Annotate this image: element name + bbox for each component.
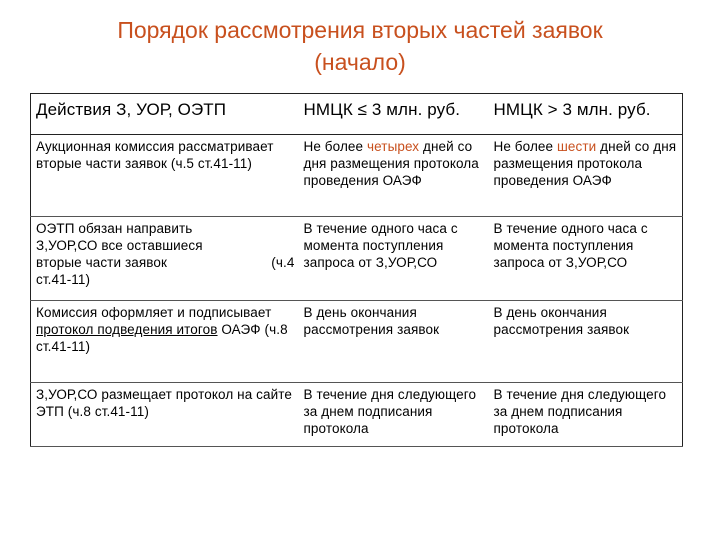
table-row [31, 301, 683, 383]
action-text: Комиссия оформляет и подписывает [36, 305, 272, 320]
action-text: ОЭТП обязан направить З,УОР,СО все оставшиеся вторые части заявок [36, 221, 203, 270]
term-text: дней со дня размещения протокола проведения ОАЭФ [303, 139, 479, 188]
row-action: З,УОР,СО размещает протокол на сайте ЭТП (ч.8 ст.41-11) [31, 383, 299, 447]
row-term-gt-3mln [489, 135, 683, 217]
row-term-le-3mln: В течение одного часа с момента поступления запроса от З,УОР,СО [299, 217, 489, 301]
row-action [31, 217, 299, 301]
term-text: Не более [303, 139, 367, 154]
row-term-gt-3mln: В течение одного часа с момента поступления запроса от З,УОР,СО [489, 217, 683, 301]
slide-title-line2: (начало) [314, 49, 406, 75]
slide-title-line1: Порядок рассмотрения вторых частей заявок [117, 17, 603, 43]
action-underlined: протокол подведения итогов [36, 322, 218, 337]
action-ref: (ч.4 [271, 255, 295, 270]
row-term-le-3mln [299, 135, 489, 217]
term-text: Не более [493, 139, 557, 154]
row-term-le-3mln: В день окончания рассмотрения заявок [299, 301, 489, 383]
term-highlight: четырех [367, 139, 420, 154]
table-row [31, 217, 683, 301]
slide-title [0, 14, 720, 78]
table-header-row [31, 94, 683, 135]
row-term-gt-3mln: В течение дня следующего за днем подписания протокола [489, 383, 683, 447]
row-action: Аукционная комиссия рассматривает вторые части заявок (ч.5 ст.41-11) [31, 135, 299, 217]
action-ref-cont: ст.41-11) [36, 272, 91, 287]
action-text: ОАЭФ (ч.8 ст.41-11) [36, 322, 288, 354]
row-action [31, 301, 299, 383]
header-le-3mln: НМЦК ≤ 3 млн. руб. [299, 94, 489, 135]
row-term-gt-3mln: В день окончания рассмотрения заявок [489, 301, 683, 383]
table-row [31, 383, 683, 447]
procedure-table [30, 93, 683, 447]
header-gt-3mln: НМЦК > 3 млн. руб. [489, 94, 683, 135]
header-actions: Действия З, УОР, ОЭТП [31, 94, 299, 135]
row-term-le-3mln: В течение дня следующего за днем подписания протокола [299, 383, 489, 447]
table-row [31, 135, 683, 217]
term-highlight: шести [557, 139, 597, 154]
term-text: дней со дня размещения протокола проведения ОАЭФ [493, 139, 677, 188]
